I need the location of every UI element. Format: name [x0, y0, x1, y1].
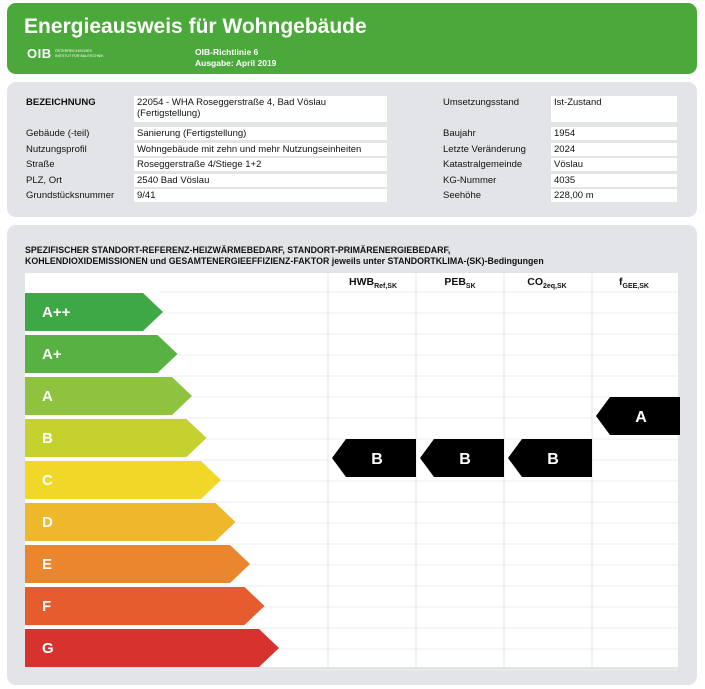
- info-row-right-field: 4035: [551, 174, 677, 187]
- column-header-hwb: $HWB_{Ref,SK}$: [348, 276, 398, 291]
- class-label: C: [42, 472, 53, 489]
- info-row-left-label: Nutzungsprofil: [26, 144, 87, 155]
- info-row-right-label: Baujahr: [443, 128, 476, 139]
- class-label: A: [42, 388, 53, 405]
- info-row-left-label: Gebäude (-teil): [26, 128, 90, 139]
- info-row-left-field: Sanierung (Fertigstellung): [134, 127, 387, 140]
- info-row-left-label: PLZ, Ort: [26, 175, 62, 186]
- oib-logo: OIB: [27, 46, 52, 61]
- info-row-right-field: Vöslau: [551, 158, 677, 171]
- info-row-right-field: 2024: [551, 143, 677, 156]
- rating-value: A: [635, 409, 647, 426]
- umsetzungsstand-label: Umsetzungsstand: [443, 97, 520, 108]
- info-row-left-field: 9/41: [134, 189, 387, 202]
- info-row-left-field: Wohngebäude mit zehn und mehr Nutzungseinheiten: [134, 143, 387, 156]
- info-row-right-label: Letzte Veränderung: [443, 144, 526, 155]
- section-title: SPEZIFISCHER STANDORT-REFERENZ-HEIZWÄRMEBEDARF, STANDORT-PRIMÄRENERGIEBEDARF, KOHLENDIOXIDEMISSIONEN und GESAMTENERGIEEFFIZIENZ-FAKTOR jeweils unter STANDORTKLIMA-(SK)-Bedingungen: [25, 245, 544, 266]
- class-arrow-d: [25, 503, 236, 541]
- info-row-left-field: 2540 Bad Vöslau: [134, 174, 387, 187]
- guideline-name: OIB-Richtlinie 6: [195, 47, 259, 57]
- umsetzungsstand-field: Ist-Zustand: [551, 96, 677, 122]
- guideline-edition: Ausgabe: April 2019: [195, 58, 277, 68]
- info-row-right-label: KG-Nummer: [443, 175, 497, 186]
- oib-logo-subtitle: ÖSTERREICHISCHES INSTITUT FÜR BAUTECHNIK: [55, 49, 104, 58]
- info-row-left-label: Grundstücksnummer: [26, 190, 115, 201]
- class-label: F: [42, 598, 52, 615]
- class-arrow-g: [25, 629, 279, 667]
- rating-value: B: [371, 451, 383, 468]
- bezeichnung-label: BEZEICHNUNG: [26, 97, 96, 108]
- class-arrow-f: [25, 587, 265, 625]
- column-header-co2: $CO_{2eq,SK}$: [527, 276, 567, 291]
- class-arrow-c: [25, 461, 221, 499]
- info-row-right-field: 228,00 m: [551, 189, 677, 202]
- page-title: Energieausweis für Wohngebäude: [24, 15, 367, 38]
- column-header-peb: $PEB_{SK}$: [444, 276, 476, 291]
- class-label: G: [42, 640, 54, 657]
- rating-value: B: [547, 451, 559, 468]
- info-row-left-field: Roseggerstraße 4/Stiege 1+2: [134, 158, 387, 171]
- class-label: E: [42, 556, 53, 573]
- info-row-left-label: Straße: [26, 159, 55, 170]
- class-label: A+: [42, 346, 62, 363]
- class-label: D: [42, 514, 53, 531]
- info-row-right-field: 1954: [551, 127, 677, 140]
- class-label: A++: [42, 304, 71, 321]
- class-arrow-e: [25, 545, 250, 583]
- bezeichnung-field: 22054 - WHA Roseggerstraße 4, Bad Vöslau (Fertigstellung): [134, 96, 387, 122]
- info-row-right-label: Katastralgemeinde: [443, 159, 523, 170]
- class-label: B: [42, 430, 53, 447]
- rating-value: B: [459, 451, 471, 468]
- column-header-fgee: $f_{GEE,SK}$: [619, 276, 649, 291]
- info-row-right-label: Seehöhe: [443, 190, 482, 201]
